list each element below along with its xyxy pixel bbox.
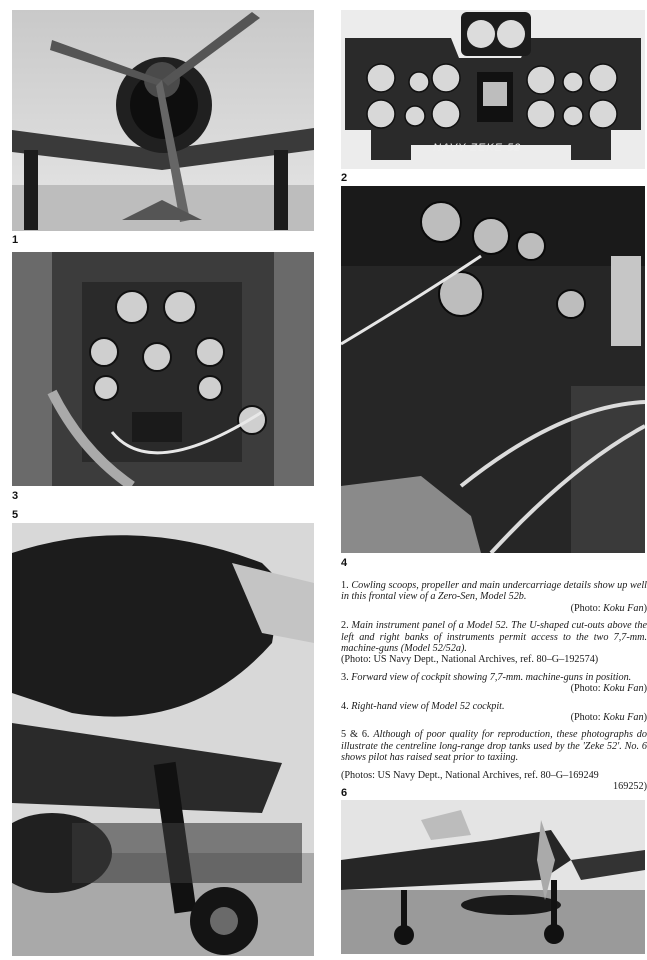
figure-number-3: 3 — [12, 490, 19, 502]
photo-credit: (Photo: Koku Fan) — [570, 683, 647, 695]
photo-credit: (Photo: Koku Fan) — [570, 602, 647, 614]
caption-2 — [341, 620, 647, 666]
figure-number-1: 1 — [12, 234, 19, 246]
photos-credit-line-1: (Photos: US Navy Dept., National Archives, ref. 80–G–169249 — [341, 769, 599, 781]
photo-3-cockpit-forward — [12, 252, 314, 486]
caption-1 — [341, 580, 647, 614]
caption-number: 2. — [341, 620, 349, 632]
caption-text: Cowling scoops, propeller and main undercarriage details show up well in this frontal view of a Zero-Sen, Model 52b. — [341, 580, 647, 603]
figure-number-4: 4 — [341, 557, 348, 569]
caption-text: Although of poor quality for reproduction, these photographs do illustrate the centreline long-range drop tanks used by the 'Zeke 52'. No. 6 shows pilot has raised seat prior to taxiing. — [341, 729, 647, 764]
photo-4-cockpit-right — [341, 186, 645, 553]
figure-number-5: 5 — [12, 509, 19, 521]
photo-5-aircraft-side — [12, 523, 314, 956]
photo-credit: (Photo: US Navy Dept., National Archives, ref. 80–G–192574) — [341, 654, 599, 666]
caption-number: 4. — [341, 700, 349, 712]
caption-3 — [341, 672, 647, 695]
caption-number: 3. — [341, 671, 349, 683]
photo-1-frontal-view — [12, 10, 314, 231]
photos-credit-line-2: 169252) — [613, 781, 647, 793]
caption-number: 5 & 6. — [341, 729, 370, 741]
panel-handwritten-label: NAVY ZEKE 52 — [433, 142, 522, 154]
photos-credit-note — [341, 770, 647, 793]
figure-number-2: 2 — [341, 172, 348, 184]
caption-4 — [341, 701, 647, 724]
figure-number-6: 6 — [341, 787, 348, 799]
caption-number: 1. — [341, 580, 349, 591]
caption-5-6 — [341, 729, 647, 763]
photo-6-aircraft-taxiing — [341, 800, 645, 954]
caption-text: Forward view of cockpit showing 7,7-mm. machine-guns in position. — [351, 671, 632, 683]
caption-text: Right-hand view of Model 52 cockpit. — [351, 700, 505, 712]
caption-text: Main instrument panel of a Model 52. The U-shaped cut-outs above the left and right banks of instruments permit access to the two 7,7-mm. machine-guns (Model 52/52a). — [341, 620, 647, 655]
photo-2-instrument-panel — [341, 10, 645, 169]
photo-credit: (Photo: Koku Fan) — [570, 712, 647, 724]
captions-block — [341, 580, 647, 793]
